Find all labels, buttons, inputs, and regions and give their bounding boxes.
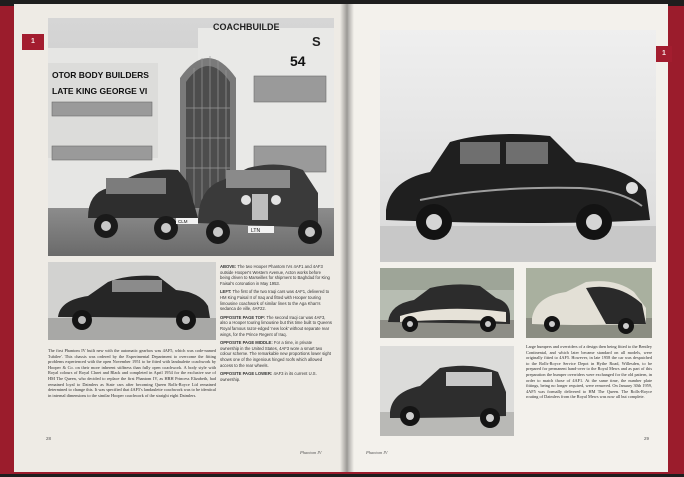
sign-street-number: 54 <box>290 53 306 69</box>
page-number-right: 29 <box>644 436 650 441</box>
caption-left: LEFT: The first of the two Iraqi cars was 4AF1, delivered to HM King Faisal II of Iraq and fitted with Hooper touring limousine coachwork of similar lines to the Aga Khan's sedanca de ville, 4AF22. <box>220 289 330 312</box>
body-text-left: The first Phantom IV built new with the automatic gearbox was 4AF5, which was code-named 'Jubilee'. This chassis was ordered by the Experimental Department to overcome the fitting problems experienced with the open November 1951 to be fitted with landaulette coachwork by Hooper & Co. on their more inherent stiffness than fully open coachwork. A body style with Royal colours of Royal Claret and Black and completed in April 1954 for the exclusive use of HM The Queen, who decided to replace the first Phantom IV, as HRH Princess Elizabeth, had remained loyal to Daimlers as State cars after becoming Queen Rolls-Royce Ltd remained determined to change this. It was specified that 4AF5's landaulette coachwork was to be identical in internal dimensions to the similar Hooper coachwork of the straight eight Daimlers. <box>48 348 216 398</box>
car-4af3-rear-photo <box>526 268 652 338</box>
body-text-right: Large bumpers and overriders of a design then being fitted to the Bentley Continental, and which later became standard on all models, were originally fitted to 4AF5. However, in late 1958 the car was despatched to the Rolls-Royce Service Depot in Hythe Road, Willesden, to be prepared for permanent hand-over to the Royal Mews and as part of this preparation the bumper overriders were exchanged for the old pattern, in order to match those of 4AF1. At the same time, the number plate fittings, being no longer required, were removed. On January 30th 1959, 4AF5 was formally delivered to HM The Queen. The Rolls-Royce routing of Daimlers from the Royal Mews was now all but complete. <box>526 344 652 400</box>
car-4af1-side-photo <box>48 262 216 340</box>
car-4af3-two-tone-image <box>380 268 514 338</box>
sign-king-george: LATE KING GEORGE VI <box>52 86 148 96</box>
car-4af3-rear-image <box>526 268 652 338</box>
hooper-works-photo <box>48 18 334 256</box>
running-head-right: Phantom IV <box>366 450 388 455</box>
sign-motor-body: OTOR BODY BUILDERS <box>52 70 149 80</box>
caption-opposite-top: OPPOSITE PAGE TOP: The second Iraqi car was 4AF3, also a Hooper touring limousine but this time built to Queens Royal famous razor-edged 'new look' without separate rear wings, for the Prince Regent of Iraq. <box>220 314 332 337</box>
sign-letter: S <box>312 34 321 49</box>
hooper-works-image <box>48 18 334 256</box>
chapter-tab-left: 1 <box>22 34 44 50</box>
plate-left-car: CLM <box>178 219 188 224</box>
book-gutter-shadow <box>340 4 354 472</box>
car-4af3-current-photo <box>380 346 514 436</box>
sign-coachbuilders: COACHBUILDE <box>213 22 280 32</box>
running-head-left: Phantom IV <box>300 450 322 455</box>
chapter-tab-right: 1 <box>656 46 672 62</box>
caption-opposite-middle: OPPOSITE PAGE MIDDLE: For a time, in private ownership in the United States, 4AF3 wore a smart two colour scheme. The remarkable new proportions lower sight shows one of the ingenious hinged roofs which allowed access to the rear wheels. <box>220 340 331 368</box>
left-page <box>14 4 349 472</box>
right-page <box>348 4 668 472</box>
caption-opposite-lower: OPPOSITE PAGE LOWER: 4AF3 in its current U.S. ownership. <box>220 371 317 382</box>
car-4af3-razor-edge-photo <box>380 30 656 262</box>
page-number-left: 28 <box>46 436 52 441</box>
car-4af3-two-tone-photo <box>380 268 514 338</box>
car-4af3-current-image <box>380 346 514 436</box>
car-4af1-side-image <box>48 262 216 340</box>
caption-above: ABOVE: The two Hooper Phantom IVs 4AF1 and 4AF3 outside Hooper's Western Avenue, Acton works before being driven to Marseilles for shipment to Baghdad for King Faisal's coronation in May 1953. <box>220 264 330 286</box>
captions-column <box>220 264 332 382</box>
car-4af3-razor-edge-image <box>380 30 656 262</box>
plate-right-car: LTN <box>251 228 261 234</box>
